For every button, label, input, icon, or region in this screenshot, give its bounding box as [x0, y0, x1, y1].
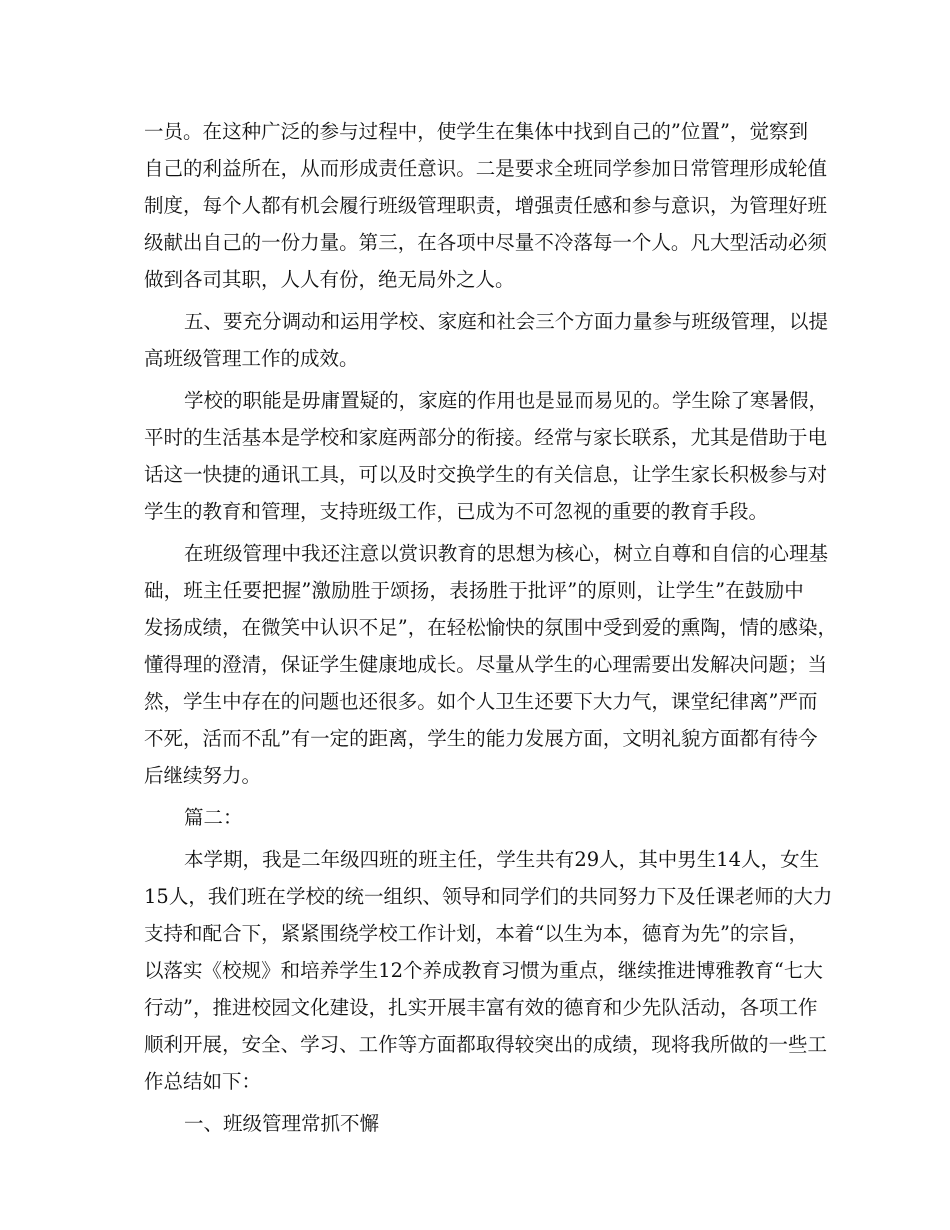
text-line: 以 落 实 《 校 规 》 和 培 养 学 生 1 2 个 养 成 教 育 习 惯 为 重 点 ， 继 续 推 进 博 雅 教 育 “ 七 大: [144, 959, 823, 982]
text-line: 制 度 ， 每 个 人 都 有 机 会 履 行 班 级 管 理 职 责 ， 增 强 责 任 感 和 参 与 意 识 ， 为 管 理 好 班: [144, 194, 828, 217]
text-line: 后继续努力。: [144, 764, 262, 787]
text-line: 学 校 的 职 能 是 毋 庸 置 疑 的 ， 家 庭 的 作 用 也 是 显 而 易 见 的 。 学 生 除 了 寒 暑 假 ，: [184, 389, 829, 412]
text-line: 一 员 。 在 这 种 广 泛 的 参 与 过 程 中 ， 使 学 生 在 集 体 中 找 到 自 己 的 ” 位 置 ” ， 觉 察 到: [144, 120, 808, 143]
text-line: 级 献 出 自 己 的 一 份 力 量 。 第 三 ， 在 各 项 中 尽 量 不 冷 落 每 一 个 人 。 凡 大 型 活 动 必 须: [144, 231, 828, 254]
text-line: 顺 利 开 展 ， 安 全 、 学 习 、 工 作 等 方 面 都 取 得 较 突 出 的 成 绩 ， 现 将 我 所 做 的 一 些 工: [144, 1033, 828, 1056]
text-line: 然 ， 学 生 中 存 在 的 问 题 也 还 很 多 。 如 个 人 卫 生 还 要 下 大 力 气 ， 课 堂 纪 律 离 ” 严 而: [144, 690, 818, 713]
paragraph: [144, 382, 829, 530]
paragraph: [144, 841, 833, 1100]
paragraph: [144, 535, 838, 794]
text-line: 自 己 的 利 益 所 在 ， 从 而 形 成 责 任 意 识 。 二 是 要 求 全 班 同 学 参 加 日 常 管 理 形 成 轮 值: [144, 157, 828, 180]
text-line: 作总结如下：: [144, 1070, 262, 1093]
text-line: 发 扬 成 绩 ， 在 微 笑 中 认 识 不 足 ” ， 在 轻 松 愉 快 的 氛 围 中 受 到 爱 的 熏 陶 ， 情 的 感 染 ，: [144, 616, 838, 639]
text-line: 行 动 ” ， 推 进 校 园 文 化 建 设 ， 扎 实 开 展 丰 富 有 效 的 德 育 和 少 先 队 活 动 ， 各 项 工 作: [144, 996, 818, 1019]
text-line: 不 死 ， 活 而 不 乱 ” 有 一 定 的 距 离 ， 学 生 的 能 力 发 展 方 面 ， 文 明 礼 貌 方 面 都 有 待 今: [144, 727, 818, 750]
text-line: 支 持 和 配 合 下 ， 紧 紧 围 绕 学 校 工 作 计 划 ， 本 着 “ 以 生 为 本 ， 德 育 为 先 ” 的 宗 旨 ，: [144, 922, 808, 945]
text-line: 在 班 级 管 理 中 我 还 注 意 以 赏 识 教 育 的 思 想 为 核 心 ， 树 立 自 尊 和 自 信 的 心 理 基: [184, 542, 829, 565]
document-body: [144, 113, 838, 1142]
paragraph: [144, 113, 828, 298]
text-line: 1 5 人 ， 我 们 班 在 学 校 的 统 一 组 织 、 领 导 和 同 学 们 的 共 同 努 力 下 及 任 课 老 师 的 大 力: [144, 885, 833, 908]
text-line: 平 时 的 生 活 基 本 是 学 校 和 家 庭 两 部 分 的 衔 接 。 经 常 与 家 长 联 系 ， 尤 其 是 借 助 于 电: [144, 426, 828, 449]
text-line: 懂 得 理 的 澄 清 ， 保 证 学 生 健 康 地 成 长 。 尽 量 从 学 生 的 心 理 需 要 出 发 解 决 问 题 ； 当: [144, 653, 828, 676]
paragraph: [144, 303, 829, 377]
text-line: 一、班级管理常抓不懈: [184, 1112, 380, 1135]
paragraph: [144, 1105, 804, 1142]
text-line: 本 学 期 ， 我 是 二 年 级 四 班 的 班 主 任 ， 学 生 共 有 2 9 人 ， 其 中 男 生 1 4 人 ， 女 生: [184, 848, 820, 871]
text-line: 学生的教育和管理，支持班级工作，已成为不可忽视的重要的教育手段。: [144, 500, 769, 523]
text-line: 篇二：: [184, 806, 243, 829]
text-line: 五 、 要 充 分 调 动 和 运 用 学 校 、 家 庭 和 社 会 三 个 方 面 力 量 参 与 班 级 管 理 ， 以 提: [184, 310, 829, 333]
paragraph: [144, 799, 804, 836]
text-line: 话 这 一 快 捷 的 通 讯 工 具 ， 可 以 及 时 交 换 学 生 的 有 关 信 息 ， 让 学 生 家 长 积 极 参 与 对: [144, 463, 828, 486]
text-line: 做到各司其职，人人有份，绝无局外之人。: [144, 268, 515, 291]
text-line: 高班级管理工作的成效。: [144, 347, 359, 370]
text-line: 础 ， 班 主 任 要 把 握 ” 激 励 胜 于 颂 扬 ， 表 扬 胜 于 批 评 ” 的 原 则 ， 让 学 生 ” 在 鼓 励 中: [144, 579, 804, 602]
